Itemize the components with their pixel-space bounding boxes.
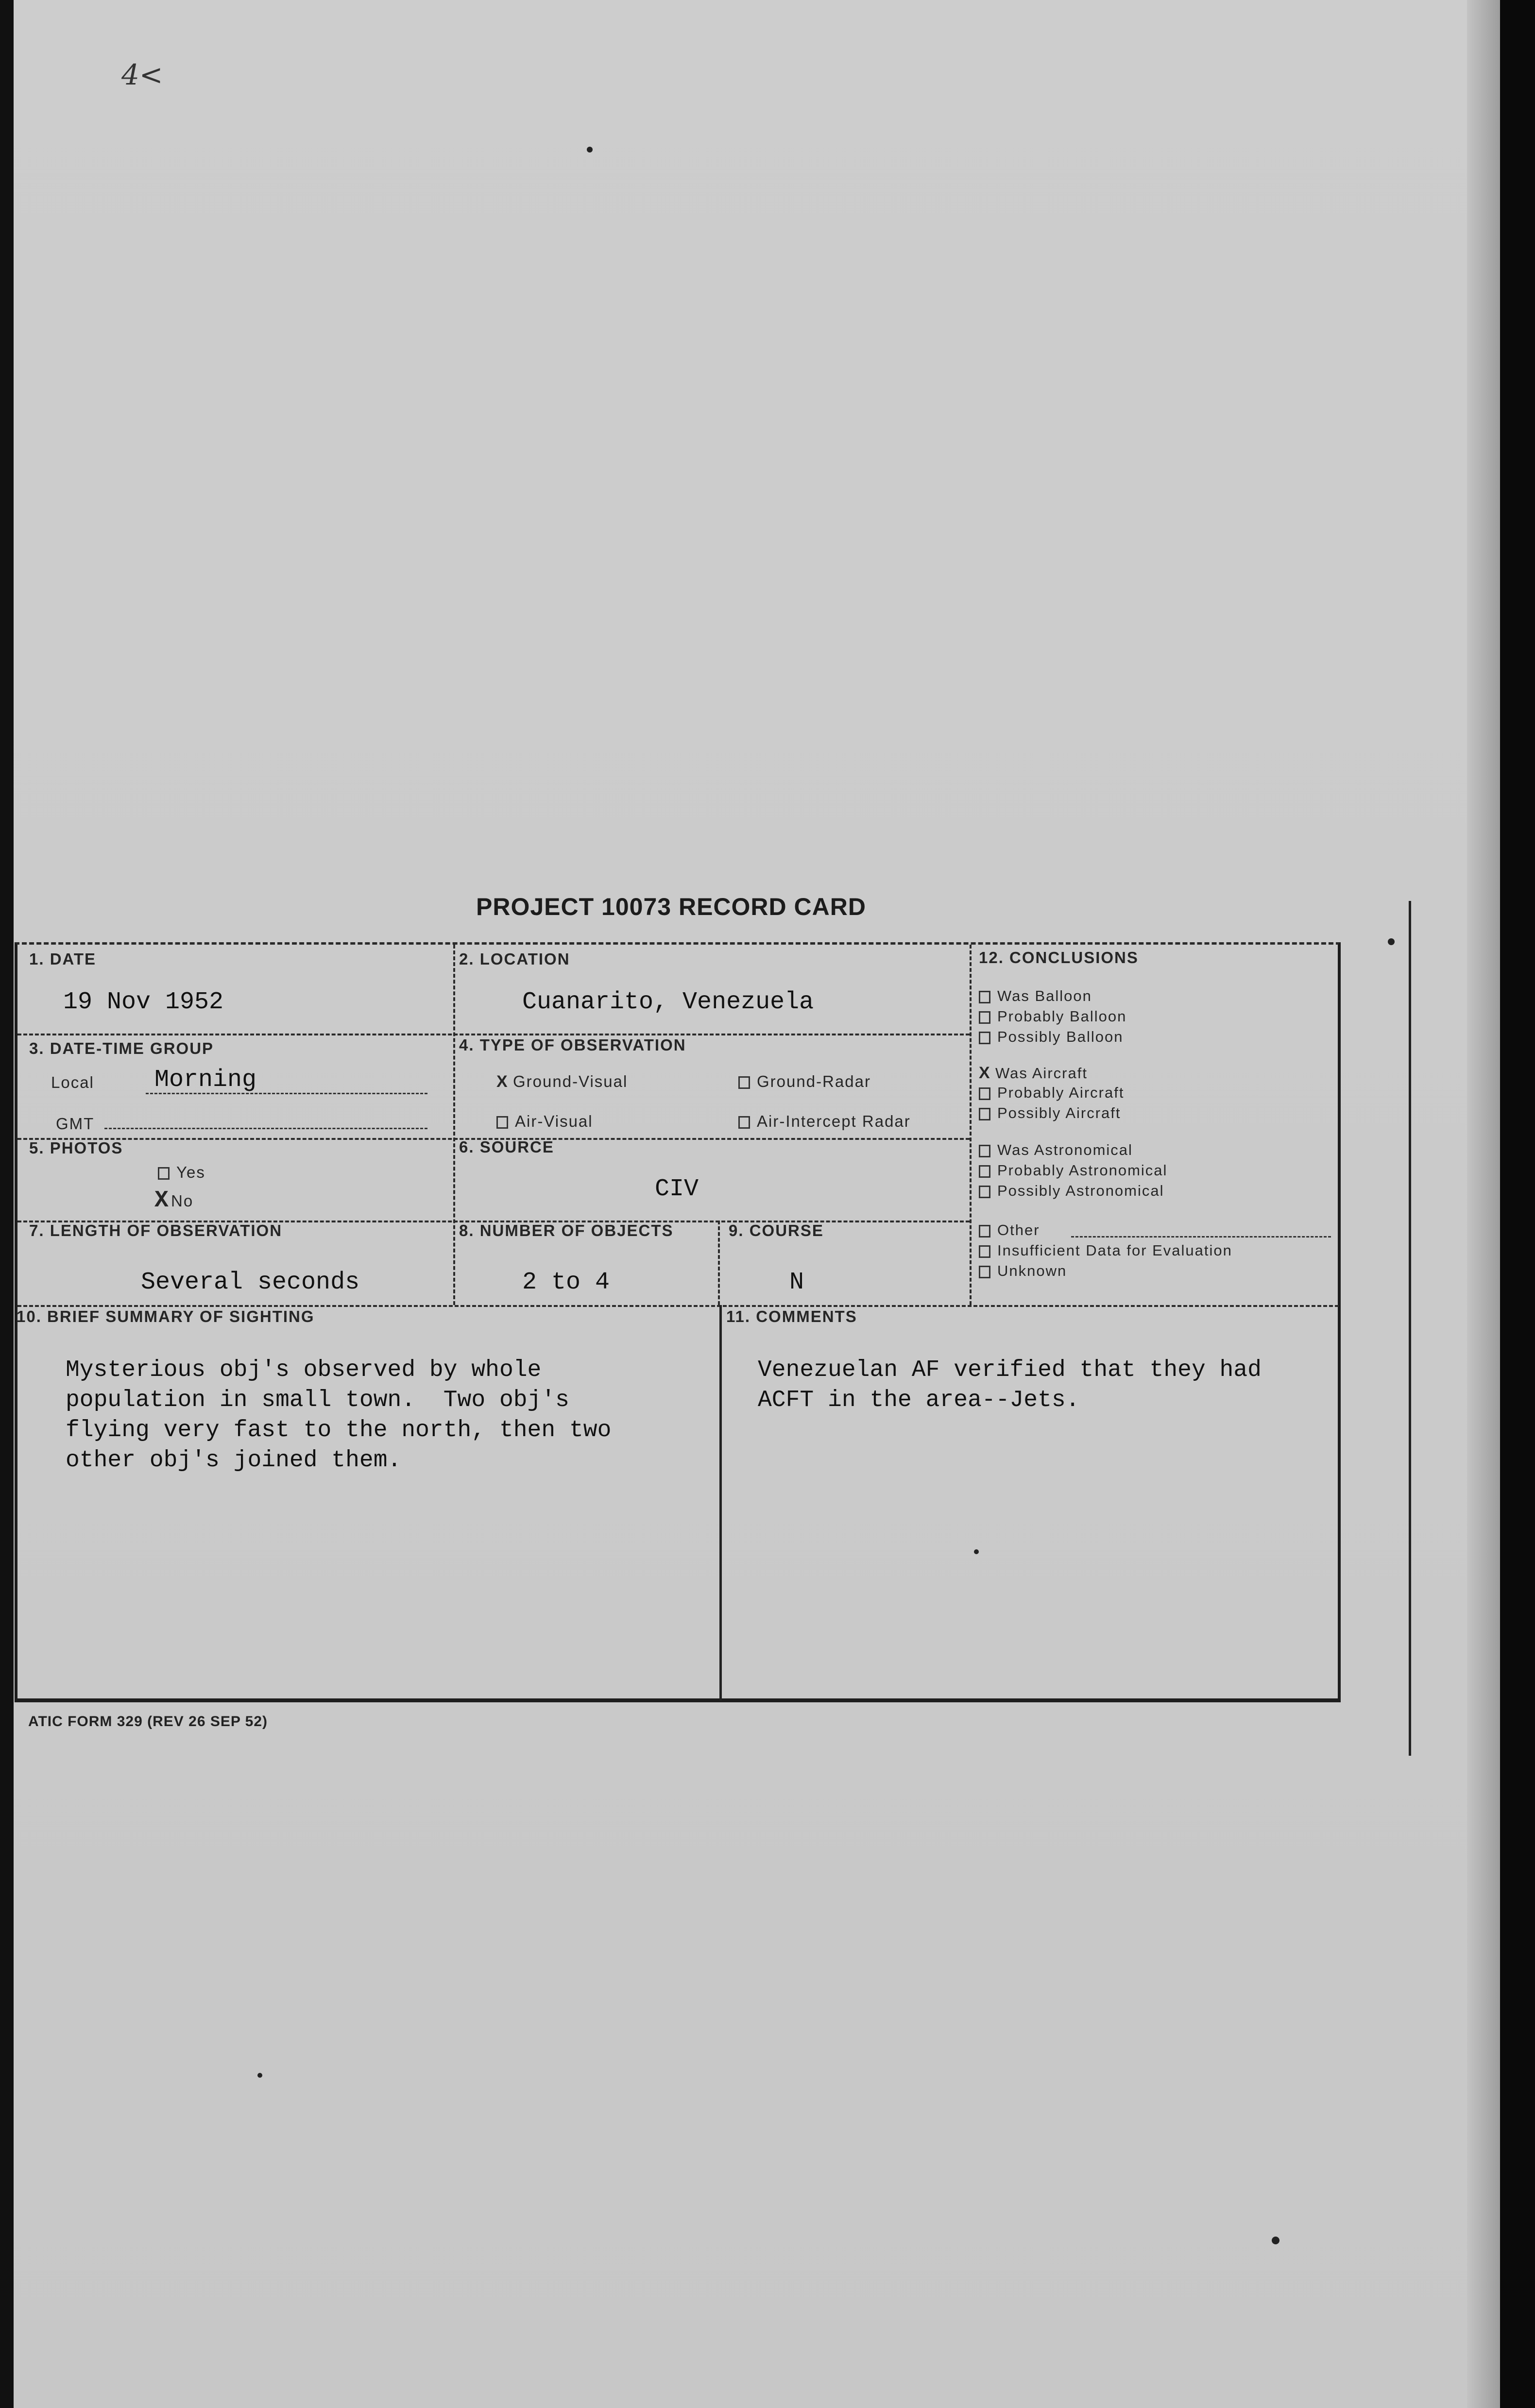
conclusion-option-label: Unknown bbox=[997, 1262, 1067, 1279]
checkbox-icon bbox=[979, 1145, 990, 1157]
page-fold-shadow bbox=[1467, 0, 1501, 2408]
row-divider bbox=[17, 1034, 970, 1035]
number-of-objects-label: 8. NUMBER OF OBJECTS bbox=[459, 1221, 674, 1239]
column-divider bbox=[970, 945, 972, 1305]
gmt-underline bbox=[104, 1128, 427, 1129]
checkbox-icon bbox=[979, 991, 990, 1003]
conclusions-label: 12. CONCLUSIONS bbox=[979, 949, 1139, 967]
scan-left-edge bbox=[0, 0, 14, 2408]
checkbox-icon bbox=[979, 1266, 990, 1278]
conclusion-option bbox=[979, 1141, 1133, 1159]
option-ground-radar: Ground-Radar bbox=[738, 1072, 871, 1091]
local-underline bbox=[146, 1093, 427, 1094]
date-label: 1. DATE bbox=[29, 950, 97, 968]
conclusion-option bbox=[979, 1104, 1121, 1122]
brief-summary-text: Mysterious obj's observed by whole population in small town. Two obj's flying very fast to the north, then two other obj's joined them. bbox=[66, 1357, 612, 1474]
handwritten-mark: 4< bbox=[121, 58, 163, 91]
length-of-observation-label: 7. LENGTH OF OBSERVATION bbox=[29, 1221, 283, 1239]
card-title: PROJECT 10073 RECORD CARD bbox=[476, 893, 866, 920]
conclusion-option-label: Possibly Balloon bbox=[997, 1028, 1124, 1045]
location-label: 2. LOCATION bbox=[459, 950, 570, 968]
dust-speck bbox=[587, 147, 593, 153]
checkbox-icon bbox=[979, 1011, 990, 1024]
dust-speck bbox=[257, 2073, 262, 2078]
column-divider bbox=[453, 945, 455, 1305]
column-divider bbox=[719, 1305, 722, 1701]
conclusion-option-label: Probably Balloon bbox=[997, 1008, 1127, 1025]
conclusion-option bbox=[979, 1064, 1088, 1083]
local-label: Local bbox=[51, 1073, 94, 1091]
checkbox-icon bbox=[979, 1087, 990, 1100]
option-air-intercept-radar: Air-Intercept Radar bbox=[738, 1112, 911, 1131]
checkbox-icon bbox=[979, 1245, 990, 1258]
conclusion-option bbox=[979, 1242, 1232, 1259]
course-label: 9. COURSE bbox=[729, 1221, 824, 1239]
checkbox-icon bbox=[979, 1108, 990, 1120]
checkbox-icon bbox=[496, 1116, 508, 1129]
photos-no: XNo bbox=[154, 1187, 194, 1214]
conclusion-option bbox=[979, 1028, 1123, 1046]
conclusion-option bbox=[979, 1221, 1040, 1239]
checked-mark-icon: X bbox=[154, 1187, 170, 1214]
conclusion-option bbox=[979, 1182, 1164, 1200]
conclusion-option-label: Other bbox=[997, 1221, 1040, 1238]
margin-rule bbox=[1409, 901, 1411, 1756]
source-value: CIV bbox=[655, 1175, 699, 1203]
checkbox-icon bbox=[979, 1225, 990, 1238]
conclusion-option-label: Was Balloon bbox=[997, 987, 1092, 1004]
other-underline bbox=[1071, 1236, 1331, 1238]
checkbox-icon bbox=[979, 1032, 990, 1044]
dust-speck bbox=[1388, 938, 1395, 945]
checked-mark-icon: X bbox=[496, 1072, 509, 1091]
conclusion-option-label: Possibly Aircraft bbox=[997, 1104, 1121, 1121]
conclusion-option bbox=[979, 1262, 1067, 1280]
date-value: 19 Nov 1952 bbox=[63, 988, 224, 1016]
comments-label: 11. COMMENTS bbox=[726, 1307, 857, 1325]
dust-speck bbox=[1272, 2237, 1279, 2244]
source-label: 6. SOURCE bbox=[459, 1138, 554, 1156]
column-divider bbox=[718, 1221, 720, 1305]
date-time-group-label: 3. DATE-TIME GROUP bbox=[29, 1039, 214, 1057]
checked-mark-icon: X bbox=[979, 1064, 991, 1082]
checkbox-icon bbox=[738, 1116, 750, 1129]
checkbox-icon bbox=[158, 1167, 170, 1180]
conclusion-option-label: Was Astronomical bbox=[997, 1141, 1133, 1158]
conclusion-option bbox=[979, 1084, 1124, 1102]
conclusion-option-label: Insufficient Data for Evaluation bbox=[997, 1242, 1232, 1259]
photos-label: 5. PHOTOS bbox=[29, 1139, 123, 1157]
conclusion-option bbox=[979, 1162, 1167, 1179]
form-identifier: ATIC FORM 329 (REV 26 SEP 52) bbox=[28, 1713, 268, 1730]
brief-summary-label: 10. BRIEF SUMMARY OF SIGHTING bbox=[17, 1307, 315, 1325]
location-value: Cuanarito, Venezuela bbox=[522, 988, 814, 1016]
option-ground-visual: X Ground-Visual bbox=[496, 1072, 628, 1091]
checkbox-icon bbox=[979, 1186, 990, 1198]
conclusion-option-label: Probably Aircraft bbox=[997, 1084, 1125, 1101]
row-divider bbox=[17, 1305, 1339, 1307]
number-of-objects-value: 2 to 4 bbox=[522, 1269, 610, 1296]
comments-text: Venezuelan AF verified that they had ACFT in the area--Jets. bbox=[758, 1357, 1262, 1413]
conclusion-option bbox=[979, 987, 1092, 1005]
photos-yes: Yes bbox=[158, 1163, 205, 1182]
course-value: N bbox=[789, 1269, 804, 1296]
option-air-visual: Air-Visual bbox=[496, 1112, 593, 1131]
scan-right-edge bbox=[1500, 0, 1535, 2408]
local-time-value: Morning bbox=[154, 1066, 257, 1094]
gmt-label: GMT bbox=[56, 1115, 95, 1133]
conclusion-option bbox=[979, 1008, 1126, 1025]
conclusion-option-label: Possibly Astronomical bbox=[997, 1182, 1164, 1199]
checkbox-icon bbox=[979, 1165, 990, 1178]
type-of-observation-label: 4. TYPE OF OBSERVATION bbox=[459, 1036, 686, 1054]
conclusion-option-label: Was Aircraft bbox=[995, 1065, 1088, 1082]
length-of-observation-value: Several seconds bbox=[141, 1269, 360, 1296]
checkbox-icon bbox=[738, 1076, 750, 1089]
conclusion-option-label: Probably Astronomical bbox=[997, 1162, 1168, 1179]
